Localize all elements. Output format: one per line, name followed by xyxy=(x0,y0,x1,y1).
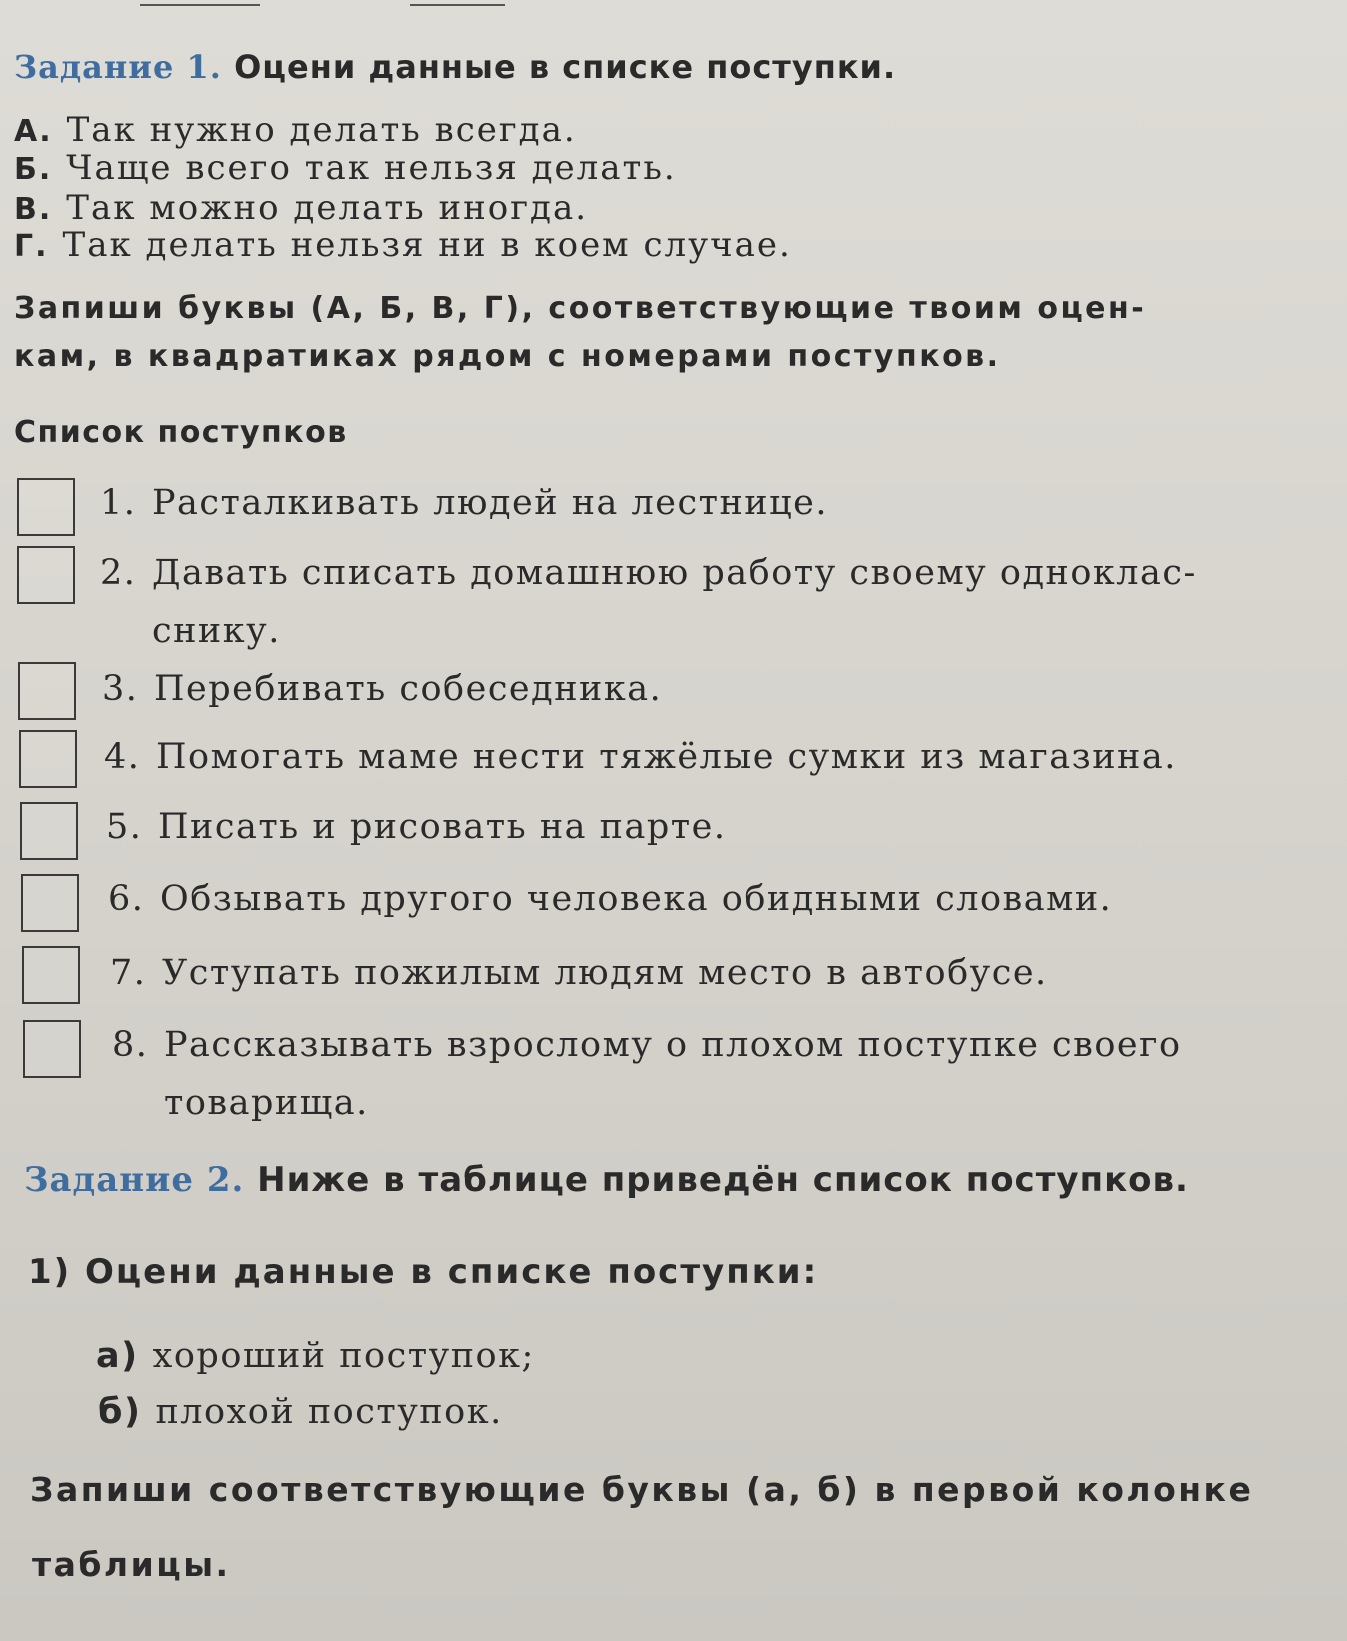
task1-heading xyxy=(14,48,896,86)
item-text: Писать и рисовать на парте. xyxy=(158,807,727,847)
item-text: Давать списать домашнюю работу своему однoклас- xyxy=(152,553,1197,593)
option-text: Так нужно делать всегда. xyxy=(66,110,577,150)
list-item-8 xyxy=(112,1016,1182,1132)
task2-step1: 1) Оцени данные в списке поступки: xyxy=(28,1252,819,1292)
answer-box-7[interactable] xyxy=(22,946,80,1004)
option-letter: Б. xyxy=(14,152,53,187)
answer-box-4[interactable] xyxy=(19,730,77,788)
instruction-line: Запиши буквы (А, Б, В, Г), соответствующие твоим оцен- xyxy=(14,291,1147,326)
item-number: 5. xyxy=(106,807,143,847)
item-text: Уступать пожилым людям место в автобусе. xyxy=(162,953,1048,993)
item-number: 2. xyxy=(100,553,137,593)
answer-box-5[interactable] xyxy=(20,802,78,860)
item-text: Расталкивать людей на лестнице. xyxy=(152,483,828,523)
task2-heading-text: Ниже в таблице приведён список поступков. xyxy=(257,1160,1189,1200)
task1-heading-text: Оцени данные в списке поступки. xyxy=(234,48,897,86)
sub-option-b xyxy=(98,1392,503,1432)
list-item-2 xyxy=(100,544,1197,660)
item-text: Обзывать другого человека обидными словами. xyxy=(160,879,1113,919)
option-b xyxy=(14,148,677,188)
item-text-continued: товарища. xyxy=(164,1083,369,1123)
task2-instruction-line2: таблицы. xyxy=(32,1545,231,1584)
list-item-4 xyxy=(104,728,1177,786)
list-item-7 xyxy=(110,944,1048,1002)
list-item-5 xyxy=(106,798,726,856)
list-item-1 xyxy=(100,474,828,532)
sub-option-text: хороший поступок; xyxy=(152,1336,535,1376)
list-item-6 xyxy=(108,870,1112,928)
answer-box-8[interactable] xyxy=(23,1020,81,1078)
task2-instruction-line1: Запиши соответствующие буквы (а, б) в первой колонке xyxy=(30,1470,1254,1509)
option-a xyxy=(14,110,577,150)
sub-option-letter: б) xyxy=(98,1392,142,1432)
item-text-continued: снику. xyxy=(152,611,281,651)
item-text: Перебивать собеседника. xyxy=(154,669,663,709)
option-v xyxy=(14,188,588,228)
task1-instruction xyxy=(14,285,1146,381)
top-cut-line xyxy=(0,0,1347,10)
item-text: Рассказывать взрослому о плохом поступке своего xyxy=(164,1025,1182,1065)
item-number: 3. xyxy=(102,669,139,709)
item-number: 7. xyxy=(110,953,147,993)
task2-label: Задание 2. xyxy=(24,1160,245,1200)
item-number: 1. xyxy=(100,483,137,523)
item-number: 6. xyxy=(108,879,145,919)
option-letter: Г. xyxy=(14,229,49,264)
option-text: Так можно делать иногда. xyxy=(66,188,589,228)
sub-option-a xyxy=(96,1336,535,1376)
sub-option-text: плохой поступок. xyxy=(155,1392,503,1432)
option-g xyxy=(14,225,792,265)
item-number: 4. xyxy=(104,737,141,777)
answer-box-3[interactable] xyxy=(18,662,76,720)
answer-box-6[interactable] xyxy=(21,874,79,932)
option-letter: А. xyxy=(14,114,53,149)
answer-box-2[interactable] xyxy=(17,546,75,604)
sub-option-letter: а) xyxy=(96,1336,139,1376)
task1-label: Задание 1. xyxy=(14,48,222,86)
option-text: Чаще всего так нельзя делать. xyxy=(66,148,677,188)
item-text: Помогать маме нести тяжёлые сумки из магазина. xyxy=(156,737,1177,777)
list-title: Список поступков xyxy=(14,415,348,450)
list-item-3 xyxy=(102,660,662,718)
item-number: 8. xyxy=(112,1025,149,1065)
answer-box-1[interactable] xyxy=(17,478,75,536)
instruction-line: кам, в квадратиках рядом с номерами поступков. xyxy=(14,339,1001,374)
option-letter: В. xyxy=(14,192,53,227)
option-text: Так делать нельзя ни в коем случае. xyxy=(62,225,792,265)
task2-heading xyxy=(24,1160,1189,1200)
